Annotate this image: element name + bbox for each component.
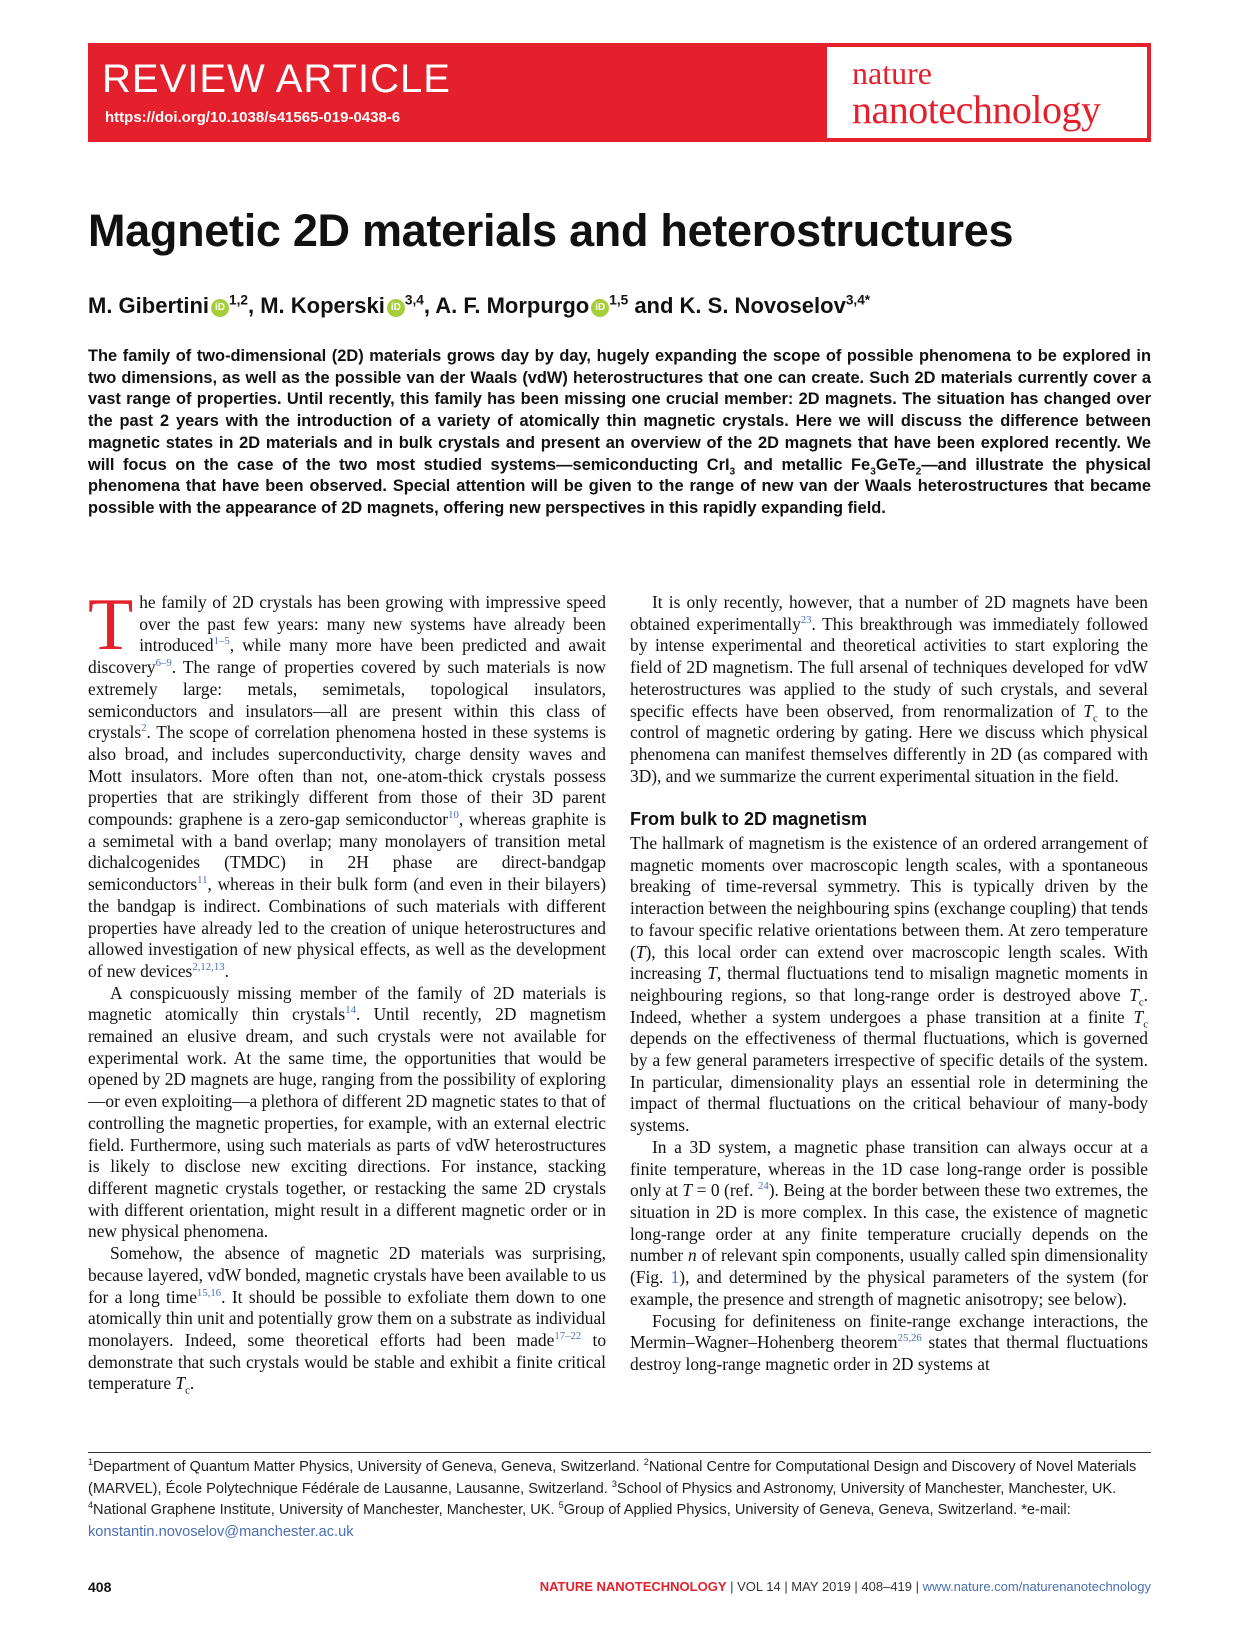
body-paragraph bbox=[630, 1137, 1148, 1311]
text-run: ), this local order can extend over macroscopic length scales. With increasing bbox=[630, 941, 1148, 984]
author-separator: and bbox=[628, 293, 680, 318]
text-run: c bbox=[185, 1384, 190, 1397]
text-run: In a 3D system, a magnetic phase transition can always occur at a finite temperature, whereas in the 1D case long-range order is possible only at bbox=[630, 1136, 1148, 1201]
author-name: M. Koperski bbox=[260, 293, 385, 318]
text-run: 1 bbox=[88, 1457, 94, 1468]
text-run: The hallmark of magnetism is the existence of an ordered arrangement of magnetic moments over macroscopic length scales, with a spontaneous breaking of time-reversal symmetry. This is typically driven by the interaction between the neighbouring spins (exchange coupling) that tends to favour specific relative orientations between them. At zero temperature ( bbox=[630, 833, 1148, 962]
text-run: T bbox=[635, 941, 646, 962]
text-run: T bbox=[1133, 1006, 1144, 1027]
text-run: Focusing for definiteness on finite-range exchange interactions, the Mermin–Wagner–Hohenberg theorem bbox=[630, 1310, 1148, 1353]
text-run: School of Physics and Astronomy, University of Manchester, Manchester, UK. bbox=[616, 1480, 1117, 1497]
citation-ref[interactable]: 15,16 bbox=[196, 1286, 222, 1299]
text-run: 2 bbox=[915, 465, 922, 477]
author-affiliation: 3,4* bbox=[845, 292, 871, 308]
text-run: to the control of magnetic ordering by gating. Here we discuss which physical phenomena can manifest themselves differently in 2D (as compared with 3D), and we summarize the current experimental situation in the field. bbox=[630, 700, 1149, 786]
text-run: 3 bbox=[611, 1478, 617, 1489]
citation-ref[interactable]: 24 bbox=[757, 1180, 769, 1193]
text-run: 3 bbox=[729, 465, 736, 477]
journal-logo bbox=[827, 47, 1147, 138]
body-paragraph bbox=[630, 1311, 1148, 1376]
section-body bbox=[630, 833, 1148, 1376]
text-run: National Centre for Computational Design and Discovery of Novel Materials (MARVEL), École Polytechnique Fédérale de Lausanne, Lausanne, Switzerland. bbox=[88, 1459, 1137, 1497]
article-type-label: REVIEW ARTICLE bbox=[102, 57, 451, 101]
citation-ref[interactable]: 6–9 bbox=[155, 657, 172, 670]
citation-ref[interactable]: 2,12,13 bbox=[192, 961, 225, 974]
text-run: ). Being at the border between these two extremes, the situation in 2D is more complex. In this case, the existence of magnetic long-range order at any finite temperature crucially depends on the number bbox=[630, 1180, 1148, 1266]
text-run: Department of Quantum Matter Physics, University of Geneva, Geneva, Switzerland. bbox=[93, 1459, 644, 1475]
author-name: A. F. Morpurgo bbox=[435, 293, 590, 318]
drop-cap: T bbox=[88, 584, 134, 666]
text-run: states that thermal fluctuations destroy long-range magnetic order in 2D systems at bbox=[630, 1332, 1148, 1374]
author-affiliation: 3,4 bbox=[404, 292, 424, 308]
orcid-icon[interactable]: iD bbox=[591, 299, 609, 317]
text-run: . The range of properties covered by such materials is now extremely large: metals, semimetals, topological insulators, semiconductors and insulators—all are present within this class of crystals bbox=[88, 657, 606, 743]
text-run: ), and determined by the physical parameters of the system (for example, the presence and strength of magnetic anisotropy; see below). bbox=[630, 1267, 1149, 1309]
text-run: 4 bbox=[88, 1500, 94, 1511]
author-separator: , bbox=[423, 293, 436, 318]
text-run: T bbox=[682, 1180, 693, 1201]
author-separator: , bbox=[247, 293, 261, 318]
footer-journal-link[interactable]: www.nature.com/naturenanotechnology bbox=[922, 1579, 1151, 1594]
citation-ref[interactable]: 2 bbox=[141, 722, 147, 735]
text-run: . bbox=[189, 1373, 195, 1394]
journal-footer bbox=[540, 1579, 1151, 1594]
body-paragraph bbox=[88, 1243, 606, 1395]
text-run: GeTe bbox=[875, 455, 916, 474]
text-run: , while many more have been predicted and await discovery bbox=[88, 635, 606, 678]
text-run: . Until recently, 2D magnetism remained an elusive dream, and such crystals were not available for experimental work. At the same time, the opportunities that would be opened by 2D magnets are huge, ranging from the possibility of exploring—or even exploiting—a plethora of different 2D magnetic states to that of controlling the magnetic properties, for example, with an external electric field. Furthermore, using such materials as parts of vdW heterostructures is likely to disclose new exciting directions. For instance, stacking different magnetic crystals together, or restacking the same 2D crystals with different orientation, might result in a different magnetic order or in new physical phenomena. bbox=[88, 1004, 606, 1242]
body-paragraph bbox=[88, 983, 606, 1243]
page-number: 408 bbox=[88, 1579, 112, 1595]
abstract bbox=[88, 346, 1151, 520]
body-column-right bbox=[630, 592, 1148, 1376]
section-heading: From bulk to 2D magnetism bbox=[630, 809, 868, 830]
article-title: Magnetic 2D materials and heterostructures bbox=[88, 205, 1014, 256]
intro-continuation bbox=[630, 592, 1148, 787]
footer-journal-name: NATURE NANOTECHNOLOGY bbox=[539, 1579, 727, 1594]
author-affiliation: 1,5 bbox=[609, 292, 629, 308]
affiliations-footnote bbox=[88, 1457, 1151, 1544]
text-run: . bbox=[224, 960, 229, 981]
text-run: National Graphene Institute, University of Manchester, Manchester, UK. bbox=[93, 1502, 559, 1519]
author-affiliation: 1,2 bbox=[229, 292, 248, 308]
citation-ref[interactable]: 11 bbox=[197, 874, 208, 887]
text-run: 3 bbox=[870, 465, 876, 477]
text-run: T bbox=[1129, 984, 1139, 1005]
body-column-left bbox=[88, 584, 607, 1397]
footer-issue: | VOL 14 | MAY 2019 | 408–419 | bbox=[726, 1579, 923, 1594]
text-run: T bbox=[1083, 700, 1093, 721]
citation-ref[interactable]: 14 bbox=[345, 1004, 356, 1017]
text-run: c bbox=[1143, 1018, 1148, 1031]
text-run: depends on the effectiveness of thermal fluctuations, which is governed by a few general parameters irrespective of specific details of the system. In particular, dimensionality plays an essential role in determining the impact of thermal fluctuations on the critical behaviour of many-body systems. bbox=[630, 1028, 1148, 1136]
text-run: and metallic Fe bbox=[735, 455, 871, 474]
text-run: n bbox=[688, 1245, 697, 1266]
citation-ref[interactable]: 1–5 bbox=[213, 635, 230, 648]
citation-ref[interactable]: 25,26 bbox=[897, 1332, 922, 1345]
author-name: M. Gibertini bbox=[88, 293, 209, 318]
text-run: he family of 2D crystals has been growing with impressive speed over the past few years: many new systems have already been introduced bbox=[139, 592, 606, 656]
email-link[interactable]: konstantin.novoselov@manchester.ac.uk bbox=[88, 1524, 354, 1541]
figure-ref[interactable]: 1 bbox=[670, 1267, 680, 1288]
author-list bbox=[88, 293, 870, 319]
citation-ref[interactable]: 10 bbox=[448, 809, 459, 822]
body-paragraph bbox=[88, 584, 606, 983]
author-name: K. S. Novoselov bbox=[679, 293, 846, 318]
text-run: —and illustrate the physical phenomena that have been observed. Special attention will be given to the range of new van der Waals heterostructures that became possible with the appearance of 2D magnets, offering new perspectives in this rapidly expanding field. bbox=[88, 455, 1151, 517]
orcid-icon[interactable]: iD bbox=[211, 299, 229, 317]
text-run: Somehow, the absence of magnetic 2D materials was surprising, because layered, vdW bonded, magnetic crystals have been available to us for a long time bbox=[88, 1243, 606, 1307]
text-run: of relevant spin components, usually called spin dimensionality (Fig. bbox=[630, 1245, 1148, 1288]
text-run: , whereas graphite is a semimetal with a band overlap; many monolayers of transition metal dichalcogenides (TMDC) in 2H phase are direct-bandgap semiconductors bbox=[88, 809, 606, 895]
text-run: , thermal fluctuations tend to misalign magnetic moments in neighbouring regions, so that long-range order is destroyed above bbox=[630, 963, 1148, 1005]
text-run: c bbox=[1138, 996, 1144, 1009]
text-run: . This breakthrough was immediately followed by intense experimental and theoretical activities to start exploring the field of 2D magnetism. The full arsenal of techniques developed for vdW heterostructures was applied to the study of such crystals, and several specific effects have been observed, from renormalization of bbox=[630, 613, 1148, 721]
citation-ref[interactable]: 17–22 bbox=[554, 1330, 582, 1343]
text-run: It is only recently, however, that a number of 2D magnets have been obtained experimentally bbox=[630, 592, 1148, 634]
footnote-divider bbox=[88, 1452, 1151, 1453]
text-run: , whereas in their bulk form (and even in their bilayers) the bandgap is indirect. Combinations of such materials with different properties have already led to the creation of unique heterostructures and allowed investigation of new physical effects, as well as the development of new devices bbox=[88, 874, 606, 981]
text-run: . It should be possible to exfoliate them down to one atomically thin unit and potentially grow them on a substrate as individual monolayers. Indeed, some theoretical efforts had been made bbox=[88, 1286, 606, 1350]
text-run: c bbox=[1092, 711, 1098, 724]
text-run: 5 bbox=[558, 1500, 564, 1511]
text-run: 2 bbox=[643, 1457, 649, 1468]
journal-logo-line2: nanotechnology bbox=[852, 87, 1101, 132]
body-paragraph bbox=[630, 592, 1148, 787]
text-run: . Indeed, whether a system undergoes a phase transition at a finite bbox=[630, 984, 1148, 1027]
text-run: A conspicuously missing member of the family of 2D materials is magnetic atomically thin crystals bbox=[88, 982, 606, 1025]
text-run: T bbox=[707, 963, 718, 984]
text-run: . The scope of correlation phenomena hosted in these systems is also broad, and includes superconductivity, charge density waves and Mott insulators. More often than not, one-atom-thick crystals possess properties that are strikingly different from those of their 3D parent compounds: graphene is a zero-gap semiconductor bbox=[88, 722, 606, 830]
text-run: Group of Applied Physics, University of Geneva, Geneva, Switzerland. *e-mail: bbox=[563, 1502, 1071, 1519]
header-banner bbox=[88, 43, 1151, 142]
text-run: T bbox=[175, 1373, 186, 1394]
text-run: = 0 (ref. bbox=[692, 1180, 758, 1201]
citation-ref[interactable]: 23 bbox=[800, 613, 812, 626]
text-run: to demonstrate that such crystals would be stable and exhibit a finite critical temperature bbox=[88, 1329, 607, 1394]
journal-logo-line1: nature bbox=[852, 55, 932, 91]
body-paragraph bbox=[630, 833, 1148, 1137]
orcid-icon[interactable]: iD bbox=[387, 299, 405, 317]
doi-link[interactable]: https://doi.org/10.1038/s41565-019-0438-6 bbox=[105, 109, 401, 126]
text-run: The family of two-dimensional (2D) materials grows day by day, hugely expanding the scope of possible phenomena to be explored in two dimensions, as well as the possible van der Waals (vdW) heterostructures that one can create. Such 2D materials currently cover a vast range of properties. Until recently, this family has been missing one crucial member: 2D magnets. The situation has changed over the past 2 years with the introduction of a variety of atomically thin magnetic crystals. Here we will discuss the difference between magnetic states in 2D materials and in bulk crystals and present an overview of the 2D magnets that have been explored recently. We will focus on the case of the two most studied systems—semiconducting CrI bbox=[88, 347, 1151, 474]
